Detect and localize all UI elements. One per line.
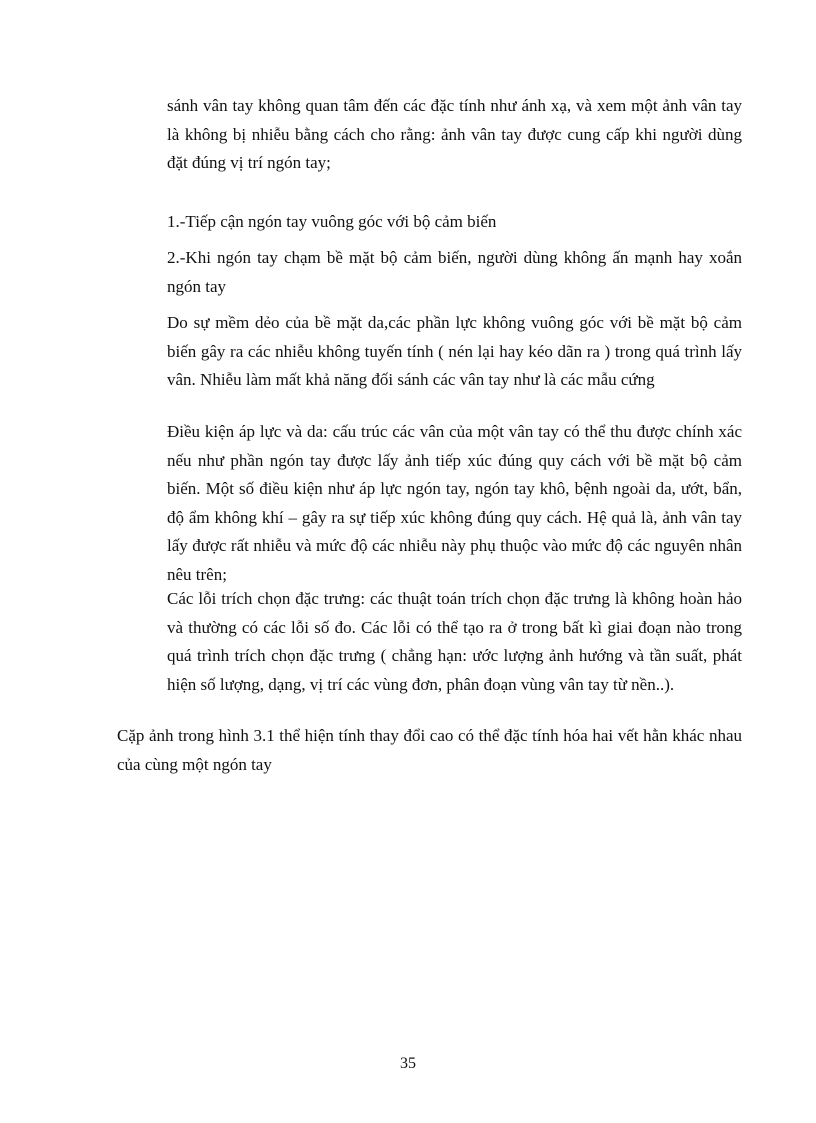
list-item-1: 1.-Tiếp cận ngón tay vuông góc với bộ cảm biến bbox=[167, 212, 497, 231]
paragraph-pressure-skin-conditions: Điều kiện áp lực và da: cấu trúc các vân của một vân tay có thể thu được chính xác nếu như phần ngón tay được lấy ảnh tiếp xúc đúng quy cách với bề mặt bộ cảm biến. Một số điều kiện như áp lực ngón tay, ngón tay khô, bệnh ngoài da, ướt, bẩn, độ ẩm không khí – gây ra sự tiếp xúc không đúng quy cách. Hệ quả là, ảnh vân tay lấy được rất nhiễu và mức độ các nhiễu này phụ thuộc vào mức độ các nguyên nhân nêu trên; bbox=[167, 422, 742, 584]
paragraph-feature-extraction-errors: Các lỗi trích chọn đặc trưng: các thuật toán trích chọn đặc trưng là không hoàn hảo và thường có các lỗi số đo. Các lỗi có thể tạo ra ở trong bất kì giai đoạn nào trong quá trình trích chọn đặc trưng ( chẳng hạn: ước lượng ảnh hướng và tần suất, phát hiện số lượng, dạng, vị trí các vùng đơn, phân đoạn vùng vân tay từ nền..). bbox=[167, 589, 742, 694]
paragraph-continuation: sánh vân tay không quan tâm đến các đặc tính như ánh xạ, và xem một ảnh vân tay là không bị nhiễu bằng cách cho rằng: ảnh vân tay được cung cấp khi người dùng đặt đúng vị trí ngón tay; bbox=[167, 96, 742, 172]
list-item-2: 2.-Khi ngón tay chạm bề mặt bộ cảm biến, người dùng không ấn mạnh hay xoắn ngón tay bbox=[167, 248, 742, 296]
paragraph-figure-reference: Cặp ảnh trong hình 3.1 thể hiện tính thay đổi cao có thể đặc tính hóa hai vết hằn khác nhau của cùng một ngón tay bbox=[117, 726, 742, 774]
paragraph-skin-elasticity: Do sự mềm dẻo của bề mặt da,các phần lực không vuông góc với bề mặt bộ cảm biến gây ra các nhiễu không tuyến tính ( nén lại hay kéo dãn ra ) trong quá trình lấy vân. Nhiễu làm mất khả năng đối sánh các vân tay như là các mẫu cứng bbox=[167, 313, 742, 389]
page-number: 35 bbox=[400, 1055, 416, 1072]
